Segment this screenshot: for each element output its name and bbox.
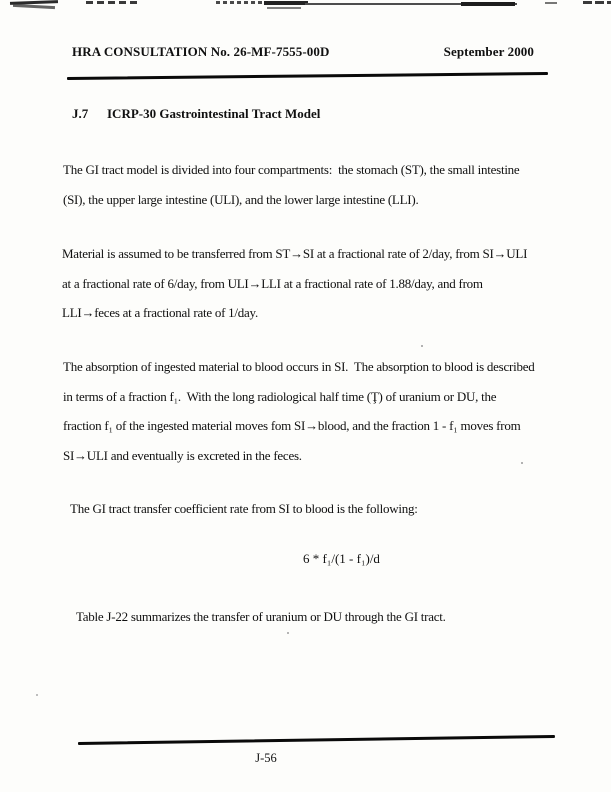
body-line: at a fractional rate of 6/day, from ULI→LLI at a fractional rate of 1.88/day, and from	[62, 275, 483, 291]
footer-rule	[78, 735, 555, 745]
paragraph-compartments	[63, 155, 519, 214]
scan-artifact	[216, 1, 262, 4]
paragraph-transfer-rates	[62, 239, 527, 328]
body-line: SI→ULI and eventually is excreted in the feces.	[63, 447, 302, 463]
transfer-coefficient-formula: 6 * f₁/(1 - f₁)/d	[303, 551, 380, 566]
paragraph-table-reference: Table J-22 summarizes the transfer of uranium or DU through the GI tract.	[76, 609, 446, 624]
body-line: fraction f₁ of the ingested material moves fom SI→blood, and the fraction 1 - f₁ moves from	[63, 418, 521, 433]
scan-speck	[421, 345, 423, 347]
scan-artifact	[461, 2, 515, 6]
scan-artifact	[10, 0, 58, 5]
scan-speck	[36, 694, 38, 696]
scan-artifact	[545, 2, 557, 4]
header-rule	[67, 72, 548, 80]
body-line: The absorption of ingested material to blood occurs in SI. The absorption to blood is described	[63, 359, 535, 374]
header-document-id: HRA CONSULTATION No. 26-MF-7555-00D	[72, 44, 330, 59]
body-line: (SI), the upper large intestine (ULI), and the lower large intestine (LLI).	[63, 191, 419, 207]
body-line: Material is assumed to be transferred from ST→SI at a fractional rate of 2/day, from SI→ULI	[62, 246, 528, 261]
body-line: The GI tract model is divided into four compartments: the stomach (ST), the small intestine	[63, 162, 520, 177]
section-title: ICRP-30 Gastrointestinal Tract Model	[107, 106, 321, 121]
header-date: September 2000	[443, 44, 534, 59]
body-line: LLI→feces at a fractional rate of 1/day.	[62, 305, 258, 320]
body-line: The GI tract transfer coefficient rate from SI to blood is the following:	[70, 501, 418, 516]
scan-artifact	[264, 1, 308, 5]
section-heading	[72, 106, 320, 122]
scan-artifact	[13, 4, 55, 9]
scan-speck	[287, 632, 289, 634]
section-number: J.7	[72, 106, 89, 121]
scan-artifact	[583, 1, 611, 4]
scan-artifact	[305, 3, 517, 5]
scan-artifact	[267, 7, 301, 9]
scan-artifact	[86, 1, 138, 4]
page-number: J-56	[255, 751, 277, 765]
paragraph-absorption	[63, 352, 534, 470]
paragraph-coefficient-intro	[70, 494, 418, 524]
body-line: in terms of a fraction f₁. With the long radiological half time (Ţ) of uranium or DU, the	[63, 388, 497, 404]
page-header	[72, 44, 534, 60]
